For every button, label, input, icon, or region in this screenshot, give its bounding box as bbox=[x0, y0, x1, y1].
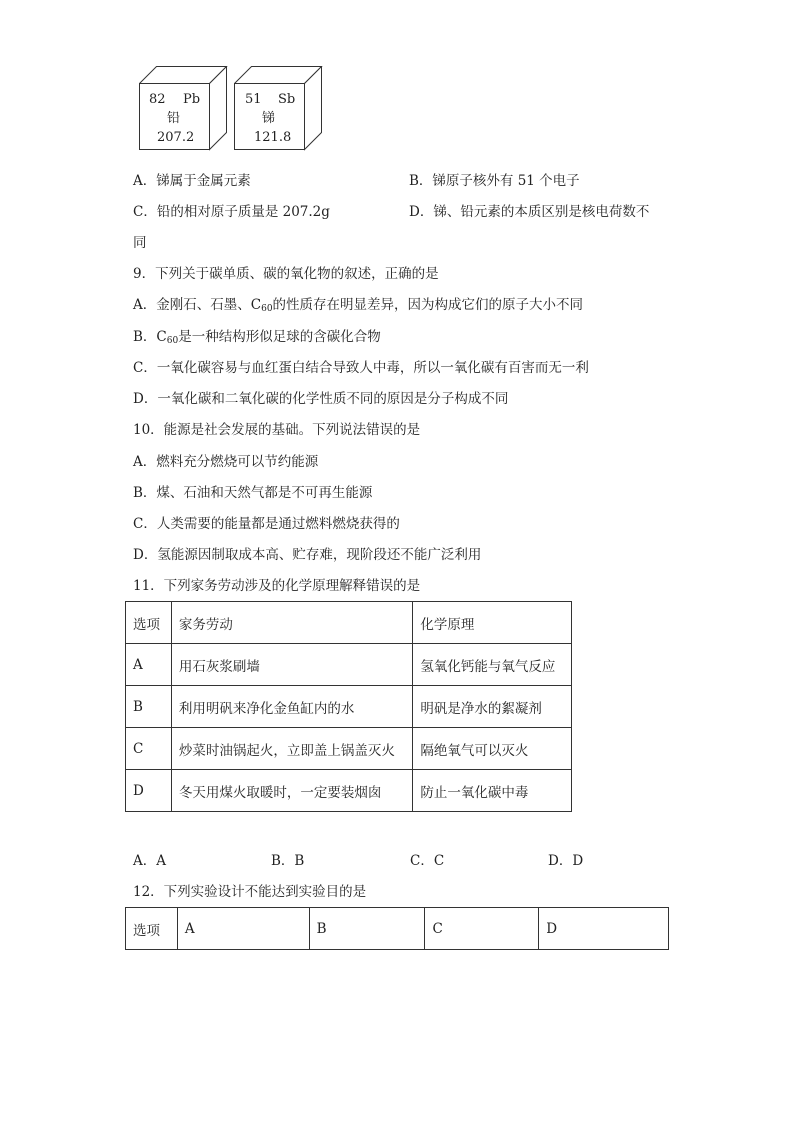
q9-b-subscript: 60 bbox=[166, 336, 179, 346]
q8-option-a: A．锑属于金属元素 bbox=[133, 173, 251, 189]
q11-option-a: A．A bbox=[133, 853, 166, 869]
q11-stem: 11．下列家务劳动涉及的化学原理解释错误的是 bbox=[133, 578, 421, 594]
q11-table bbox=[125, 601, 572, 812]
q10-option-d: D．氢能源因制取成本高、贮存难，现阶段还不能广泛利用 bbox=[133, 547, 482, 563]
element-symbol-sb: Sb bbox=[278, 92, 296, 107]
q9-option-d: D．一氧化碳和二氧化碳的化学性质不同的原因是分子构成不同 bbox=[133, 391, 509, 407]
q9-option-c: C．一氧化碳容易与血红蛋白结合导致人中毒，所以一氧化碳有百害而无一利 bbox=[133, 360, 589, 376]
table-row bbox=[126, 728, 572, 770]
table-header-cell: B bbox=[309, 908, 425, 950]
q8-option-c: C．铅的相对原子质量是 207.2g bbox=[133, 204, 330, 220]
table-cell: D bbox=[126, 770, 172, 812]
q12-table bbox=[125, 907, 669, 950]
q10-option-a: A．燃料充分燃烧可以节约能源 bbox=[133, 454, 319, 470]
q8-option-d-continued: 同 bbox=[133, 235, 147, 251]
atomic-number-sb: 51 bbox=[245, 92, 262, 107]
atomic-mass-pb: 207.2 bbox=[157, 130, 195, 145]
element-card-sb bbox=[234, 66, 324, 151]
atomic-mass-sb: 121.8 bbox=[254, 130, 292, 145]
table-cell: 防止一氧化碳中毒 bbox=[413, 770, 572, 812]
element-name-pb: 铅 bbox=[167, 111, 181, 126]
table-cell: C bbox=[126, 728, 172, 770]
table-row bbox=[126, 770, 572, 812]
q9-a-text-pre: A．金刚石、石墨、C bbox=[133, 297, 262, 313]
table-header-cell: A bbox=[177, 908, 309, 950]
table-cell: 明矾是净水的絮凝剂 bbox=[413, 686, 572, 728]
table-header-cell: 化学原理 bbox=[413, 602, 572, 644]
q10-option-c: C．人类需要的能量都是通过燃料燃烧获得的 bbox=[133, 516, 400, 532]
q9-stem: 9．下列关于碳单质、碳的氧化物的叙述，正确的是 bbox=[133, 266, 439, 282]
element-name-sb: 锑 bbox=[262, 111, 276, 126]
table-cell: A bbox=[126, 644, 172, 686]
table-cell: B bbox=[126, 686, 172, 728]
element-card-pb bbox=[139, 66, 229, 151]
q9-b-text-pre: B．C bbox=[133, 329, 167, 345]
q11-option-d: D．D bbox=[548, 853, 584, 869]
q8-option-b: B．锑原子核外有 51 个电子 bbox=[409, 173, 580, 189]
table-header-cell: 选项 bbox=[126, 908, 178, 950]
q12-stem: 12．下列实验设计不能达到实验目的是 bbox=[133, 884, 367, 900]
table-cell: 冬天用煤火取暖时，一定要装烟囱 bbox=[171, 770, 412, 812]
table-cell: 氢氧化钙能与氧气反应 bbox=[413, 644, 572, 686]
table-row bbox=[126, 686, 572, 728]
element-symbol-pb: Pb bbox=[183, 92, 201, 107]
q10-stem: 10．能源是社会发展的基础。下列说法错误的是 bbox=[133, 422, 421, 438]
q11-option-b: B．B bbox=[271, 853, 305, 869]
q9-option-b bbox=[133, 328, 381, 350]
q9-a-text-post: 的性质存在明显差异，因为构成它们的原子大小不同 bbox=[272, 297, 584, 313]
table-header-cell: 家务劳动 bbox=[171, 602, 412, 644]
q9-a-subscript: 60 bbox=[261, 304, 273, 314]
atomic-number-pb: 82 bbox=[149, 92, 166, 107]
table-cell: 炒菜时油锅起火，立即盖上锅盖灭火 bbox=[171, 728, 412, 770]
table-cell: 利用明矾来净化金鱼缸内的水 bbox=[171, 686, 412, 728]
table-cell: 隔绝氧气可以灭火 bbox=[413, 728, 572, 770]
q8-option-d: D．锑、铅元素的本质区别是核电荷数不 bbox=[409, 204, 650, 220]
table-header-cell: 选项 bbox=[126, 602, 172, 644]
q10-option-b: B．煤、石油和天然气都是不可再生能源 bbox=[133, 485, 373, 501]
table-row bbox=[126, 644, 572, 686]
table-cell: 用石灰浆刷墙 bbox=[171, 644, 412, 686]
q9-option-a bbox=[133, 296, 583, 318]
table-header-row bbox=[126, 602, 572, 644]
table-header-cell: C bbox=[425, 908, 539, 950]
table-header-row bbox=[126, 908, 669, 950]
table-header-cell: D bbox=[539, 908, 669, 950]
q9-b-text-post: 是一种结构形似足球的含碳化合物 bbox=[178, 329, 381, 345]
q11-option-c: C．C bbox=[410, 853, 445, 869]
